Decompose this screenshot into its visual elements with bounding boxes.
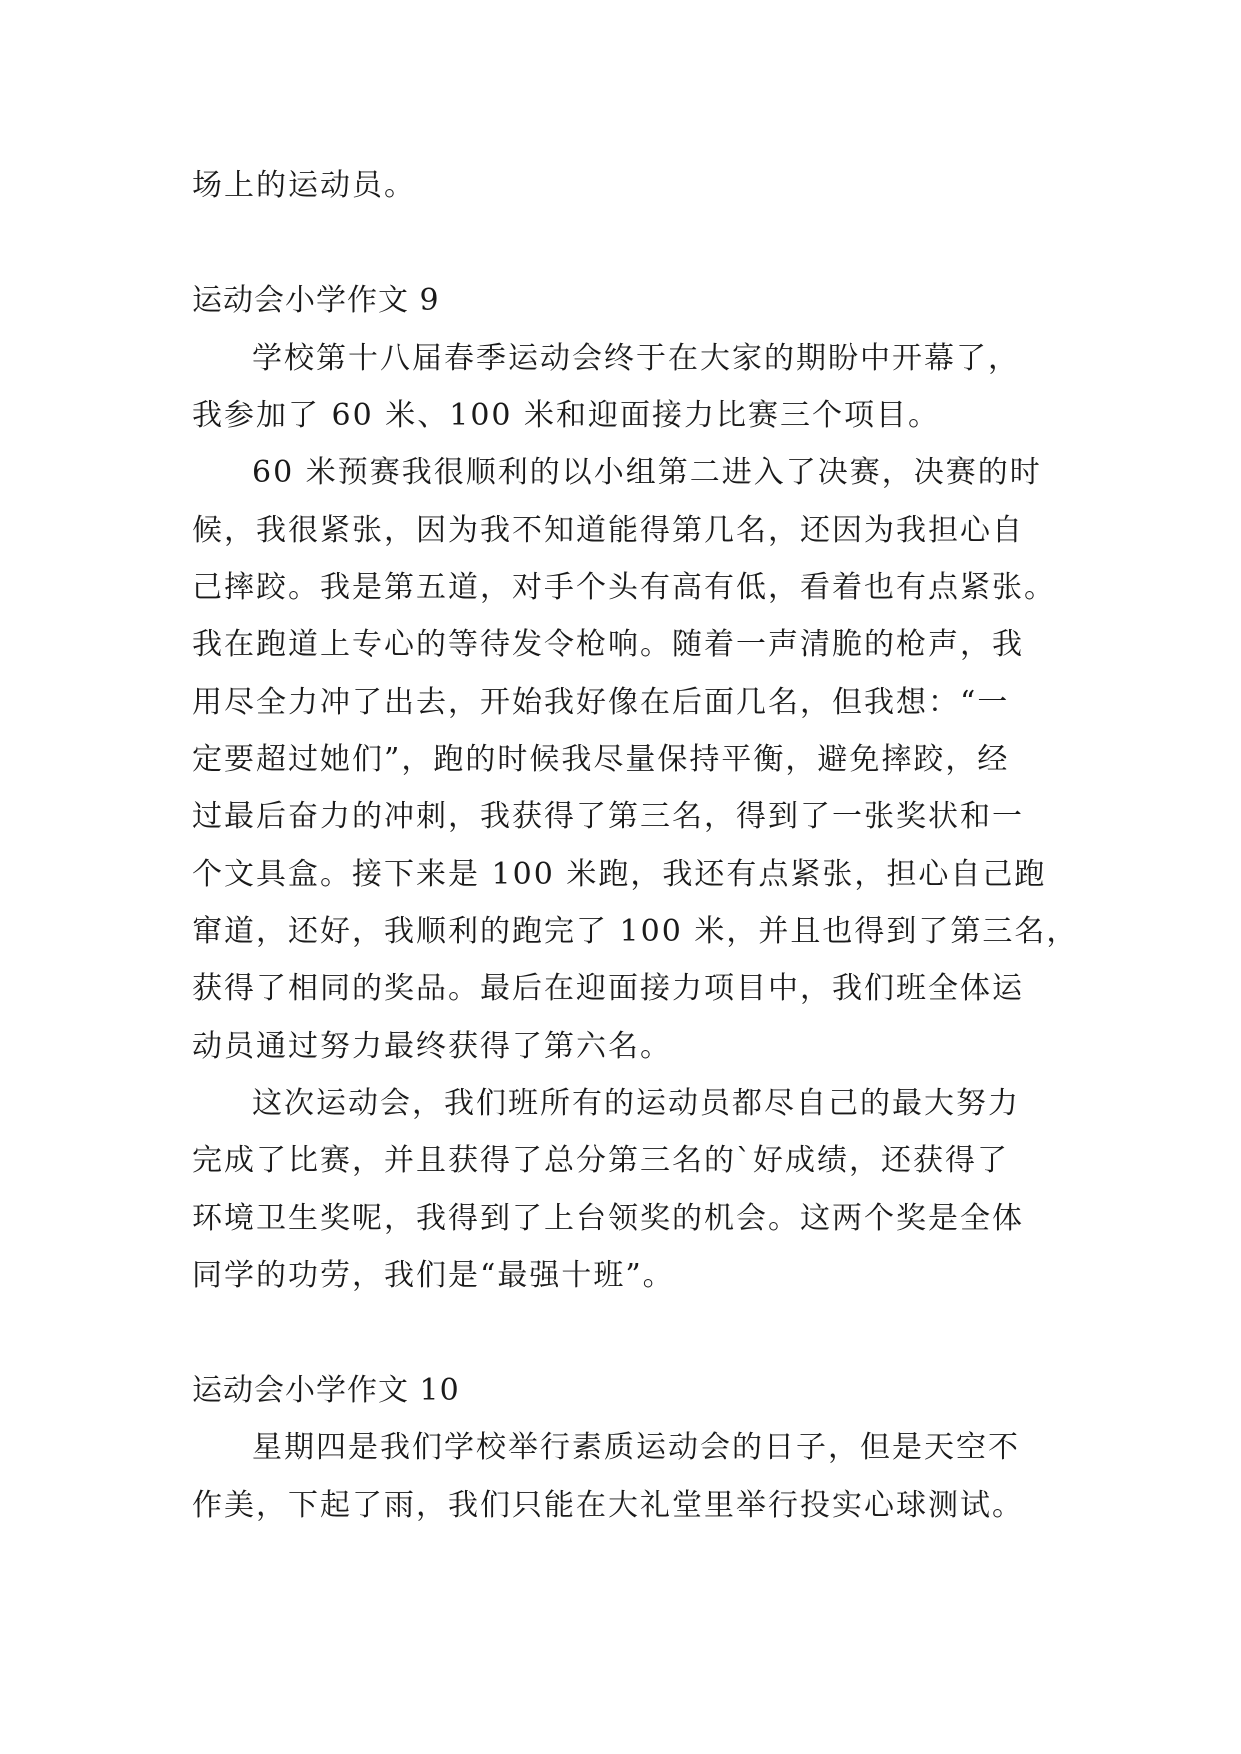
text-line: 同学的功劳，我们是“最强十班”。 [192,1258,675,1293]
text-line: 个文具盒。接下来是 100 米跑，我还有点紧张，担心自己跑 [192,857,1047,892]
text-line: 环境卫生奖呢，我得到了上台领奖的机会。这两个奖是全体 [192,1201,1024,1236]
text-line: 动员通过努力最终获得了第六名。 [192,1029,672,1064]
text-line: 学校第十八届春季运动会终于在大家的期盼中开幕了， [252,341,1020,376]
text-line: 己摔跤。我是第五道，对手个头有高有低，看着也有点紧张。 [192,570,1056,605]
text-line: 星期四是我们学校举行素质运动会的日子，但是天空不 [252,1430,1020,1465]
section-heading-10: 运动会小学作文 10 [192,1373,460,1408]
text-line: 用尽全力冲了出去，开始我好像在后面几名，但我想：“一 [192,685,1010,720]
section-heading-9: 运动会小学作文 9 [192,283,440,318]
text-line: 作美，下起了雨，我们只能在大礼堂里举行投实心球测试。 [192,1488,1024,1523]
text-line: 定要超过她们”，跑的时候我尽量保持平衡，避免摔跤，经 [192,742,1010,777]
text-line: 我在跑道上专心的等待发令枪响。随着一声清脆的枪声，我 [192,627,1024,662]
text-line: 窜道，还好，我顺利的跑完了 100 米，并且也得到了第三名， [192,914,1079,949]
text-line: 这次运动会，我们班所有的运动员都尽自己的最大努力 [252,1086,1020,1121]
text-line: 我参加了 60 米、100 米和迎面接力比赛三个项目。 [192,398,941,433]
text-line: 60 米预赛我很顺利的以小组第二进入了决赛，决赛的时 [252,455,1042,490]
text-line: 完成了比赛，并且获得了总分第三名的`好成绩，还获得了 [192,1143,1009,1178]
text-line: 获得了相同的奖品。最后在迎面接力项目中，我们班全体运 [192,971,1024,1006]
text-line: 场上的运动员。 [192,168,416,203]
text-line: 过最后奋力的冲刺，我获得了第三名，得到了一张奖状和一 [192,799,1024,834]
text-line: 候，我很紧张，因为我不知道能得第几名，还因为我担心自 [192,513,1024,548]
